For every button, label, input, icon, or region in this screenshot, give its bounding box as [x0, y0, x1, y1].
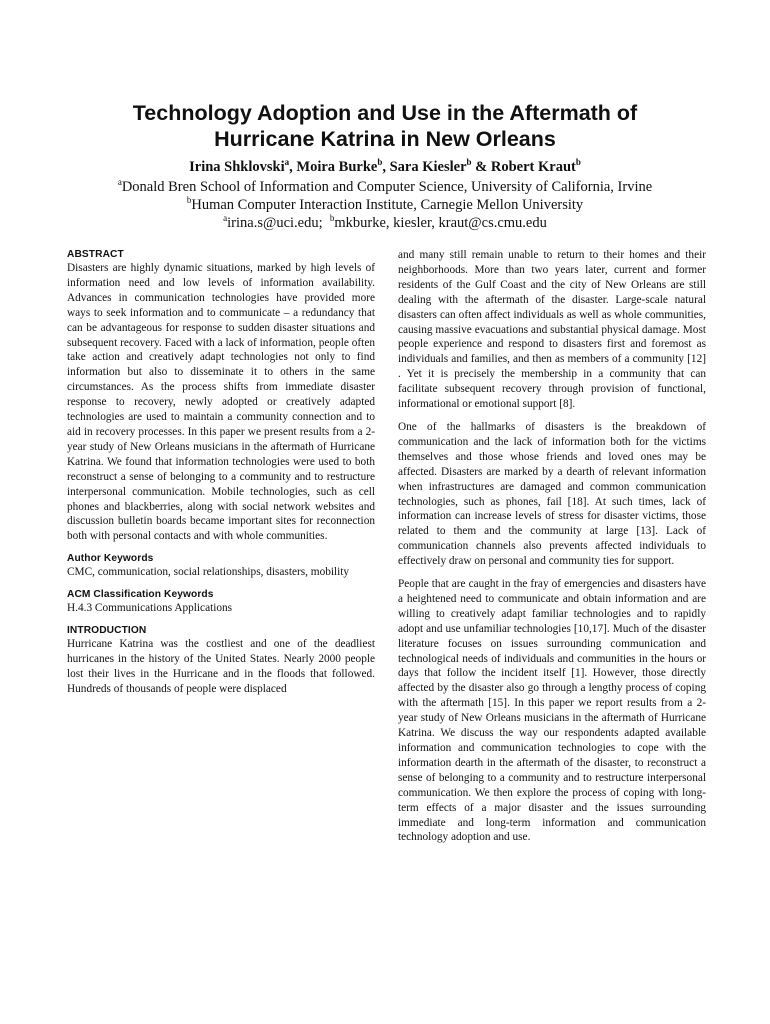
- author-separator: ,: [289, 159, 297, 175]
- author-emails: [40, 214, 730, 232]
- author-affil-mark: a: [284, 157, 290, 168]
- author-name: Moira Burke: [296, 159, 378, 175]
- email-text: mkburke, kiesler, kraut@cs.cmu.edu: [334, 215, 547, 231]
- title-line-2: Hurricane Katrina in New Orleans: [214, 127, 556, 151]
- introduction-section: [67, 624, 375, 697]
- author-affil-mark: b: [466, 157, 472, 168]
- body-paragraph: People that are caught in the fray of emergencies and disasters have a heightened need to communicate and obtain information and are willing to creatively adapt familiar technologies and to rapidly adopt and use unfamiliar technologies [10,17]. Much of the disaster literature focuses on issues surrounding communication and technological needs of individuals and communities in the hours or days that follow the incident itself [1]. However, those directly affected by the disaster also go through a lengthy process of coping with the aftermath [15]. In this paper we report results from a 2-year study of New Orleans musicians in the aftermath of Hurricane Katrina. We discuss the way our respondents adapted available information and communication technologies to cope with the information dearth in the aftermath of the disaster, to reconstruct a sense of belonging to a community and to restructure interpersonal communication. We then explore the process of coping with long-term effects of a major disaster and the issues surrounding immediate and long-term information and communication technology adoption and use.: [398, 578, 706, 844]
- abstract-section: [67, 248, 375, 544]
- affiliation-2: [40, 196, 730, 214]
- section-heading: Author Keywords: [67, 553, 154, 565]
- right-column: [398, 248, 706, 853]
- paper-title: [60, 100, 710, 152]
- acm-section: [67, 588, 375, 616]
- body-paragraph: and many still remain unable to return to their homes and their neighborhoods. More than two years later, current and former residents of the Gulf Coast and the city of New Orleans are still dealing with the aftermath of the disaster. Large-scale natural disasters can often affect individuals as well as whole communities, causing massive evacuations and substantial physical damage. Most people experience and respond to disasters first and foremost as individuals and families, and then as members of a community [12] . Yet it is precisely the membership in a community that can facilitate subsequent recovery through provision of functional, informational or emotional support [8].: [398, 249, 706, 411]
- introduction-text: Hurricane Katrina was the costliest and one of the deadliest hurricanes in the history of the United States. Nearly 2000 people lost their lives in the Hurricane and in the floods that followed. Hundreds of thousands of people were displaced: [67, 638, 375, 695]
- keywords-text: CMC, communication, social relationships, disasters, mobility: [67, 566, 350, 579]
- section-heading: INTRODUCTION: [67, 625, 147, 637]
- affiliation-text: Donald Bren School of Information and Computer Science, University of California, Irvine: [121, 179, 653, 195]
- abstract-text: Disasters are highly dynamic situations, marked by high levels of information need and low levels of information availability. Advances in communication technologies have provided more ways to seek information and to communicate – a redundancy that can be advantageous for response to sudden disaster situations and subsequent recovery. Faced with a lack of information, people often take action and creatively adapt technologies not only to find information but also to disseminate it to others in the same circumstances. As the process shifts from immediate disaster response to recovery, newly adopted or creatively adapted technologies are used to maintain a community connection and to aid in recovery processes. In this paper we present results from a 2-year study of New Orleans musicians in the aftermath of Hurricane Katrina. We found that information technologies were used to both reconstruct a sense of belonging to a community and to restructure interpersonal communication. Mobile technologies, such as cell phones and blackberries, along with social network websites and discussion bulletin boards became important sites for reconnection both with personal contacts and with whole communities.: [67, 262, 375, 543]
- affiliation-text: Human Computer Interaction Institute, Carnegie Mellon University: [191, 197, 584, 213]
- author-name: Robert Kraut: [490, 159, 576, 175]
- body-paragraph: One of the hallmarks of disasters is the breakdown of communication and the lack of information both for the victims themselves and those whose friends and loved ones may be affected. Disasters are marked by a dearth of relevant information when infrastructures are damaged and common communication technologies, such as phones, fail [18]. At such times, lack of information can increase levels of stress for disaster victims, those related to them and the community at large [13]. Lack of communication channels also prevents affected individuals to effectively draw on personal and community ties for support.: [398, 420, 706, 568]
- section-heading: ABSTRACT: [67, 249, 124, 260]
- affiliation-mark: b: [329, 213, 335, 224]
- author-name: Sara Kiesler: [389, 159, 467, 175]
- author-separator: &: [471, 159, 491, 175]
- affiliation-1: [40, 178, 730, 196]
- left-column: [67, 248, 375, 705]
- acm-text: H.4.3 Communications Applications: [67, 602, 233, 615]
- author-list: [40, 158, 730, 176]
- email-text: irina.s@uci.edu;: [227, 215, 330, 231]
- author-affil-mark: b: [377, 157, 383, 168]
- affiliation-mark: a: [223, 213, 228, 224]
- author-separator: ,: [382, 159, 390, 175]
- keywords-section: [67, 552, 375, 580]
- section-heading: ACM Classification Keywords: [67, 589, 214, 601]
- affiliation-mark: b: [186, 195, 192, 206]
- author-name: Irina Shklovski: [189, 159, 285, 175]
- author-affil-mark: b: [575, 157, 581, 168]
- affiliation-mark: a: [117, 177, 122, 188]
- title-line-1: Technology Adoption and Use in the Aftermath of: [132, 101, 638, 125]
